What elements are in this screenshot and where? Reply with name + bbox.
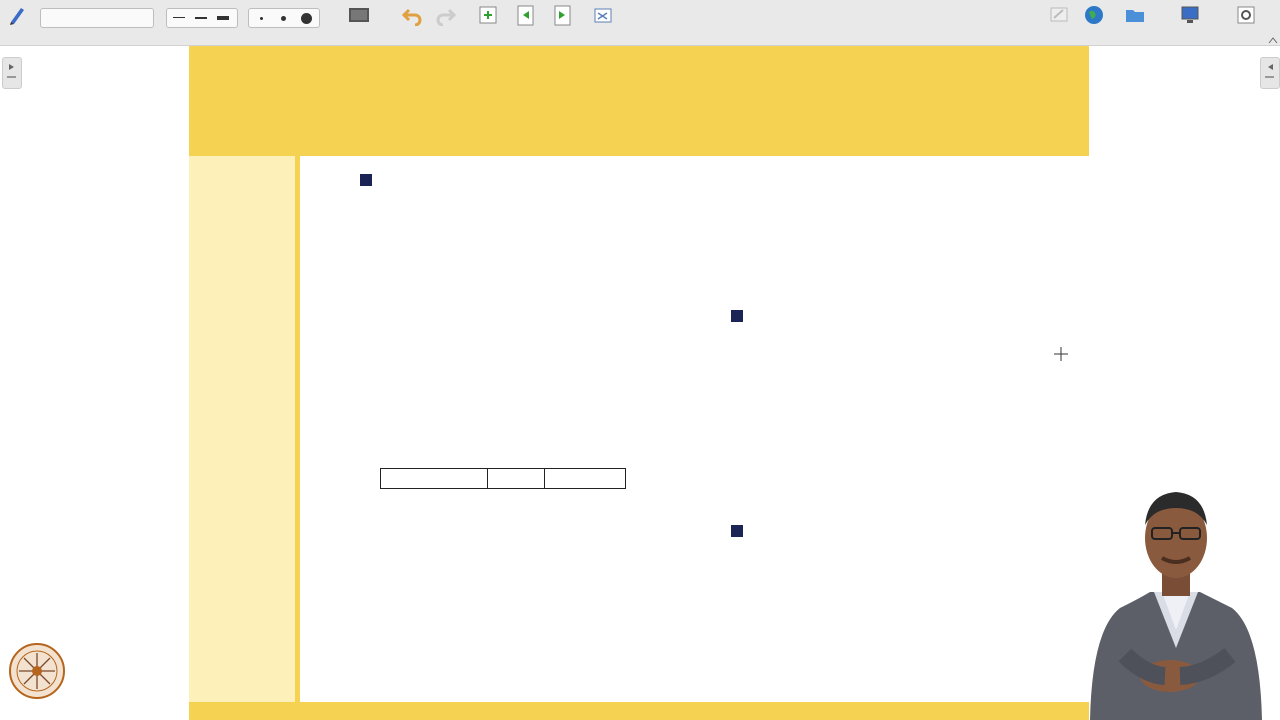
eraser-small-option[interactable] — [260, 17, 263, 20]
table-header — [381, 469, 488, 489]
stylus-icon — [6, 4, 28, 26]
eraser-large-option[interactable] — [301, 13, 312, 24]
desktop-icon — [1179, 4, 1201, 26]
red-underline-annotation — [749, 308, 1069, 358]
color-palette — [40, 8, 154, 28]
globe-icon — [1083, 4, 1105, 26]
bullet-marker — [731, 525, 743, 537]
crosshair-cursor-icon — [1053, 346, 1069, 362]
nptel-emblem-icon — [5, 642, 69, 700]
openboard-toolbar — [0, 0, 1280, 46]
previous-icon — [514, 4, 536, 26]
pages-button[interactable] — [474, 4, 502, 29]
line-width-selector — [166, 8, 238, 28]
next-button[interactable] — [548, 4, 576, 29]
line-medium-option[interactable] — [195, 17, 207, 19]
slide-navigation-panel — [189, 156, 300, 702]
web-button[interactable] — [1080, 4, 1108, 29]
redo-button[interactable] — [432, 4, 460, 29]
color-swatch-green[interactable] — [114, 13, 124, 23]
right-palette-handle[interactable] — [1260, 57, 1280, 89]
left-palette-handle[interactable] — [2, 57, 22, 89]
color-swatch-blue[interactable] — [92, 13, 102, 23]
backgrounds-button[interactable] — [333, 4, 385, 29]
bullet-caution — [755, 514, 1085, 692]
eraser-medium-option[interactable] — [281, 16, 286, 21]
erase-icon — [592, 4, 614, 26]
pages-icon — [477, 4, 499, 26]
backgrounds-icon — [347, 4, 371, 26]
table-header — [545, 469, 626, 489]
arrow-right-icon — [3, 58, 21, 88]
color-swatch-black[interactable] — [48, 13, 58, 23]
board-icon — [1048, 4, 1070, 26]
openboard-menu-button[interactable] — [1222, 4, 1270, 29]
line-thick-option[interactable] — [217, 16, 229, 20]
previous-button[interactable] — [507, 4, 543, 29]
erase-button[interactable] — [589, 4, 617, 29]
hand-drawn-arrow-annotation — [646, 470, 676, 600]
color-swatch-red[interactable] — [70, 13, 80, 23]
bullet-marker — [731, 310, 743, 322]
line-thin-option[interactable] — [173, 17, 185, 18]
bullet-marker — [360, 174, 372, 186]
slide-footer — [189, 702, 1089, 720]
nptel-logo — [5, 642, 69, 716]
chevron-up-icon[interactable] — [1268, 30, 1278, 40]
documents-button[interactable] — [1110, 4, 1160, 29]
color-swatch-yellow[interactable] — [136, 13, 146, 23]
table-header — [488, 469, 545, 489]
redo-icon — [435, 4, 457, 26]
stylus-tool[interactable] — [4, 4, 30, 29]
arrow-left-icon — [1261, 58, 1279, 88]
slide-header-band — [189, 46, 1089, 156]
supercomputer-speed-table — [380, 468, 626, 489]
show-desktop-button[interactable] — [1162, 4, 1218, 29]
eraser-size-selector — [248, 8, 320, 28]
folder-icon — [1124, 4, 1146, 26]
presenter-video-overlay — [1070, 480, 1280, 720]
gear-icon — [1235, 4, 1257, 26]
slide-canvas — [189, 46, 1089, 720]
next-icon — [551, 4, 573, 26]
board-button[interactable] — [1045, 4, 1073, 29]
undo-button[interactable] — [398, 4, 426, 29]
undo-icon — [401, 4, 423, 26]
